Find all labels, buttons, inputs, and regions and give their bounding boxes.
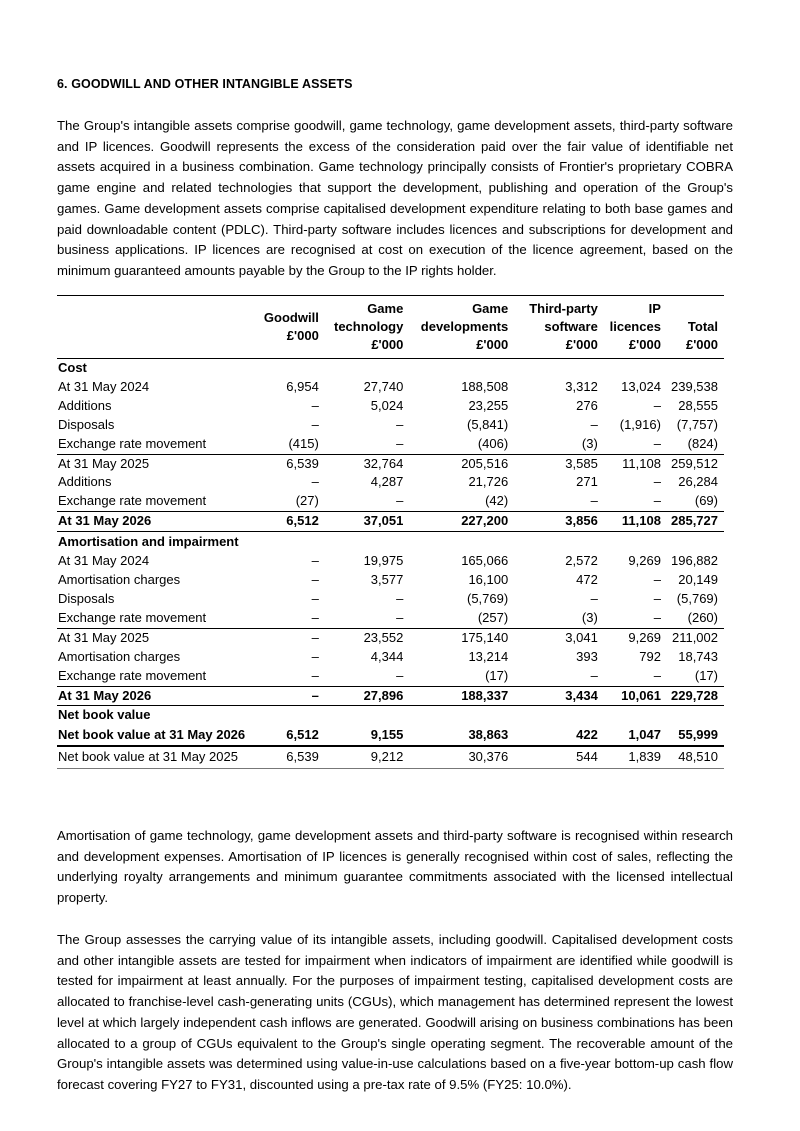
row-value: 10,061	[604, 686, 667, 706]
table-row	[57, 435, 724, 454]
row-value: –	[653, 609, 661, 625]
row-value: 19,975	[363, 553, 404, 569]
row-value: 3,041	[514, 628, 604, 647]
row-value: –	[653, 667, 661, 683]
header-ip-licences	[604, 296, 667, 359]
row-value: (7,757)	[676, 416, 718, 432]
row-value: –	[259, 628, 325, 647]
row-value	[409, 706, 514, 725]
row-value: –	[311, 590, 319, 606]
row-value: 27,740	[363, 378, 404, 394]
row-value: –	[311, 648, 319, 664]
row-value: –	[590, 493, 598, 509]
header-game-developments-line1: Game	[472, 301, 509, 316]
row-label: Exchange rate movement	[58, 493, 207, 509]
table-row	[57, 746, 724, 768]
row-value	[259, 706, 325, 725]
row-value: 55,999	[678, 727, 718, 743]
row-value: 18,743	[678, 648, 718, 664]
row-label: Exchange rate movement	[58, 667, 207, 683]
row-value: –	[590, 590, 598, 606]
table-row	[57, 416, 724, 435]
header-ip-unit: £'000	[628, 337, 661, 352]
row-value: 48,510	[667, 746, 724, 768]
table-row	[57, 609, 724, 628]
row-value: 2,572	[565, 553, 598, 569]
table-row	[57, 725, 724, 746]
row-value: 21,726	[468, 474, 509, 490]
row-value: –	[653, 474, 661, 490]
table-row	[57, 552, 724, 571]
header-cell-blank	[57, 296, 259, 359]
row-value: 13,214	[468, 648, 509, 664]
row-value: 188,337	[409, 686, 514, 706]
row-value: –	[311, 474, 319, 490]
table-row	[57, 590, 724, 609]
table-row	[57, 532, 724, 553]
table-row	[57, 473, 724, 492]
row-value: 26,284	[678, 474, 718, 490]
row-value	[604, 706, 667, 725]
row-value: 472	[576, 572, 598, 588]
row-value: 6,512	[259, 512, 325, 532]
row-value: 5,024	[370, 397, 404, 413]
row-value: 4,344	[370, 648, 404, 664]
row-value	[325, 706, 410, 725]
row-value: –	[396, 416, 404, 432]
header-goodwill-label: Goodwill	[263, 310, 319, 325]
row-value: (3)	[581, 435, 598, 451]
row-value: 393	[576, 648, 598, 664]
row-value: 6,954	[286, 378, 319, 394]
header-goodwill	[259, 296, 325, 359]
row-value: 227,200	[409, 512, 514, 532]
table-row	[57, 359, 724, 378]
header-third-party-line1: Third-party	[529, 301, 598, 316]
table-row	[57, 378, 724, 397]
header-game-technology	[325, 296, 410, 359]
row-value: 23,552	[325, 628, 410, 647]
intro-paragraph: The Group's intangible assets comprise goodwill, game technology, game development assets, third-party software and IP licences. Goodwill represents the excess of the consideration paid over the fair value of identifiable net assets acquired in a business combination. Game technology principally consists of Frontier's proprietary COBRA game engine and related technologies that support the development, publishing and operation of the Group's games. Game development assets comprise capitalised development expenditure relating to both base games and paid downloadable content (PDLC). Third-party software includes licences and subscriptions for development and business applications. IP licences are recognised at cost on execution of the licence agreement, based on the minimum guaranteed amounts payable by the Group to the IP rights holder.	[57, 118, 733, 278]
row-value: 16,100	[468, 572, 509, 588]
row-value: 792	[639, 648, 661, 664]
row-label: At 31 May 2025	[57, 454, 259, 473]
row-value: (260)	[687, 609, 718, 625]
row-value	[604, 359, 667, 378]
row-value: –	[653, 493, 661, 509]
table-row	[57, 628, 724, 647]
header-game-technology-unit: £'000	[371, 337, 404, 352]
row-value: 30,376	[409, 746, 514, 768]
row-value: (257)	[477, 609, 509, 625]
row-value: 1,047	[628, 727, 661, 743]
row-value: –	[396, 590, 404, 606]
header-ip-line2: licences	[609, 319, 661, 334]
row-label: Amortisation charges	[58, 648, 181, 664]
row-value	[514, 532, 604, 553]
row-label: Additions	[58, 474, 112, 490]
row-value: (5,841)	[467, 416, 509, 432]
row-value: 3,585	[514, 454, 604, 473]
row-value: 165,066	[461, 553, 509, 569]
row-value: (5,769)	[676, 590, 718, 606]
row-value: 3,856	[514, 512, 604, 532]
row-value: 9,212	[325, 746, 410, 768]
row-label: Net book value at 31 May 2026	[58, 727, 246, 743]
row-value: –	[396, 609, 404, 625]
table-row	[57, 648, 724, 667]
row-label: At 31 May 2025	[57, 628, 259, 647]
table-header-row	[57, 296, 724, 359]
row-value: 422	[576, 727, 598, 743]
header-ip-line1: IP	[648, 301, 661, 316]
table-row	[57, 512, 724, 532]
row-value: 20,149	[678, 572, 718, 588]
table-row	[57, 706, 724, 725]
row-value: (69)	[694, 493, 718, 509]
row-value: 271	[576, 474, 598, 490]
row-value: –	[653, 397, 661, 413]
row-value: 188,508	[461, 378, 509, 394]
intangible-assets-table	[57, 295, 724, 769]
row-value: 544	[514, 746, 604, 768]
row-value: 1,839	[604, 746, 667, 768]
row-value: 9,155	[370, 727, 404, 743]
row-label: Exchange rate movement	[58, 435, 207, 451]
row-value	[667, 706, 724, 725]
row-value	[259, 359, 325, 378]
row-label: Disposals	[58, 416, 115, 432]
row-value	[667, 532, 724, 553]
row-label: Additions	[58, 397, 112, 413]
table-body	[57, 359, 724, 769]
row-value	[409, 532, 514, 553]
row-value	[325, 359, 410, 378]
amortisation-paragraph: Amortisation of game technology, game development assets and third-party software is recognised within research and development expenses. Amortisation of IP licences is generally recognised within cost of sales, reflecting the underlying royalty arrangements and minimum guarantee commitments associated with the licensed intellectual property.	[57, 828, 733, 906]
row-value	[604, 532, 667, 553]
row-value: 11,108	[604, 512, 667, 532]
header-game-technology-line2: technology	[333, 319, 404, 334]
row-value: –	[653, 590, 661, 606]
row-value: 175,140	[409, 628, 514, 647]
row-value: –	[311, 553, 319, 569]
row-value: 23,255	[468, 397, 509, 413]
row-value: (17)	[485, 667, 509, 683]
header-game-developments-line2: developments	[420, 319, 509, 334]
row-value: (3)	[581, 609, 598, 625]
row-value: 32,764	[325, 454, 410, 473]
row-value: 9,269	[604, 628, 667, 647]
row-value: –	[590, 416, 598, 432]
section-heading: 6. GOODWILL AND OTHER INTANGIBLE ASSETS	[57, 77, 353, 91]
row-value: –	[653, 572, 661, 588]
row-value	[259, 532, 325, 553]
row-value: 3,312	[565, 378, 598, 394]
row-label: At 31 May 2024	[58, 553, 150, 569]
row-value	[514, 706, 604, 725]
row-value: 205,516	[409, 454, 514, 473]
header-third-party-software	[514, 296, 604, 359]
row-value	[667, 359, 724, 378]
row-value	[514, 359, 604, 378]
impairment-paragraph: The Group assesses the carrying value of its intangible assets, including goodwill. Capitalised development costs and other intangible assets are tested for impairment when indicators of impairment are identified while goodwill is tested for impairment at least annually. For the purposes of impairment testing, capitalised development costs are allocated to franchise-level cash-generating units (CGUs), which management has determined represent the lowest level at which largely independent cash inflows are generated. Goodwill arising on business combinations has been allocated to a group of CGUs equivalent to the Group's single operating segment. The recoverable amount of the Group's intangible assets was determined using value-in-use calculations based on a five-year bottom-up cash flow forecast covering FY27 to FY31, discounted using a pre-tax rate of 9.5% (FY25: 10.0%).	[57, 932, 733, 1092]
table-row	[57, 686, 724, 706]
row-value: (824)	[687, 435, 718, 451]
row-value: 4,287	[370, 474, 404, 490]
row-value: 27,896	[325, 686, 410, 706]
header-total-label: Total	[687, 319, 718, 334]
header-game-developments-unit: £'000	[476, 337, 509, 352]
row-value: (1,916)	[619, 416, 661, 432]
table-row	[57, 667, 724, 686]
row-value	[325, 532, 410, 553]
row-value: –	[396, 493, 404, 509]
row-value: –	[396, 435, 404, 451]
row-label: At 31 May 2026	[57, 512, 259, 532]
row-label: Disposals	[58, 590, 115, 606]
row-label: At 31 May 2026	[57, 686, 259, 706]
row-value	[409, 359, 514, 378]
header-total	[667, 296, 724, 359]
table-row	[57, 397, 724, 416]
row-value: 38,863	[468, 727, 509, 743]
row-value: –	[311, 667, 319, 683]
row-value: –	[396, 667, 404, 683]
row-value: 211,002	[667, 628, 724, 647]
row-value: –	[311, 397, 319, 413]
row-value: –	[311, 572, 319, 588]
row-label: Amortisation charges	[58, 572, 181, 588]
row-value: (42)	[485, 493, 509, 509]
table-row	[57, 492, 724, 511]
header-game-developments	[409, 296, 514, 359]
row-value: 259,512	[667, 454, 724, 473]
row-label: At 31 May 2024	[58, 378, 150, 394]
row-value: 285,727	[667, 512, 724, 532]
row-value: 3,577	[370, 572, 404, 588]
row-value: 11,108	[604, 454, 667, 473]
row-value: 239,538	[671, 378, 718, 394]
row-label: Net book value	[58, 707, 151, 723]
header-third-party-line2: software	[544, 319, 598, 334]
row-label: Net book value at 31 May 2025	[57, 746, 259, 768]
row-label: Amortisation and impairment	[58, 534, 239, 550]
row-value: –	[259, 686, 325, 706]
row-value: 6,539	[259, 746, 325, 768]
row-value: (5,769)	[467, 590, 509, 606]
row-value: 6,512	[286, 727, 319, 743]
header-third-party-unit: £'000	[565, 337, 598, 352]
header-total-unit: £'000	[685, 337, 718, 352]
row-label: Cost	[58, 360, 87, 375]
header-game-technology-line1: Game	[367, 301, 404, 316]
table-row	[57, 571, 724, 590]
row-value: 37,051	[325, 512, 410, 532]
row-value: 196,882	[671, 553, 718, 569]
row-value: 3,434	[514, 686, 604, 706]
row-value: (17)	[694, 667, 718, 683]
row-value: –	[311, 416, 319, 432]
row-value: 229,728	[667, 686, 724, 706]
row-value: –	[590, 667, 598, 683]
row-value: (406)	[477, 435, 509, 451]
row-value: (415)	[288, 435, 319, 451]
table-row	[57, 454, 724, 473]
row-value: 9,269	[628, 553, 661, 569]
row-value: –	[311, 609, 319, 625]
header-goodwill-unit: £'000	[286, 328, 319, 343]
row-value: –	[653, 435, 661, 451]
row-value: (27)	[295, 493, 319, 509]
row-value: 28,555	[678, 397, 718, 413]
row-value: 13,024	[621, 378, 661, 394]
row-value: 276	[576, 397, 598, 413]
row-label: Exchange rate movement	[58, 609, 207, 625]
row-value: 6,539	[259, 454, 325, 473]
